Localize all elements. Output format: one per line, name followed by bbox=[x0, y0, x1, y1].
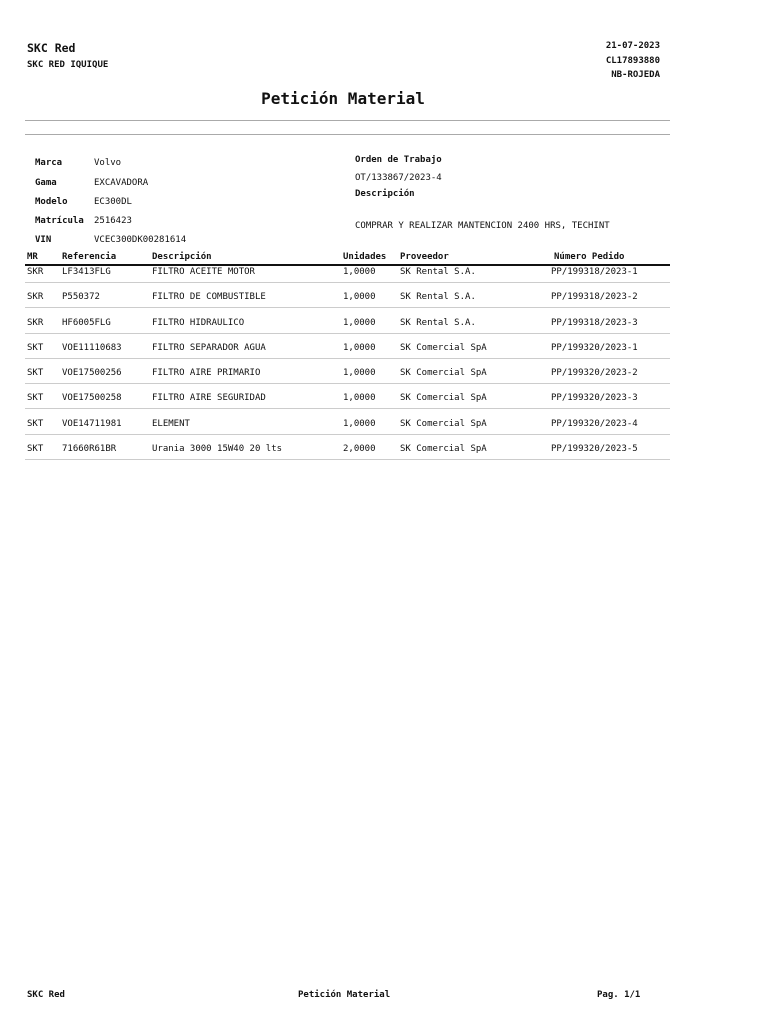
cell-referencia: P550372 bbox=[62, 292, 100, 302]
cell-unidades: 1,0000 bbox=[343, 368, 376, 378]
document-user: NB-ROJEDA bbox=[611, 70, 660, 80]
table-row bbox=[25, 392, 670, 409]
vin-value: VCEC300DK00281614 bbox=[94, 235, 187, 245]
col-header-numero-pedido: Número Pedido bbox=[554, 252, 625, 262]
cell-proveedor: SK Rental S.A. bbox=[400, 267, 476, 277]
col-header-proveedor: Proveedor bbox=[400, 252, 449, 262]
cell-unidades: 1,0000 bbox=[343, 267, 376, 277]
cell-descripcion: FILTRO HIDRAULICO bbox=[152, 318, 245, 328]
table-row bbox=[25, 342, 670, 359]
cell-mr: SKR bbox=[27, 267, 44, 277]
cell-numero-pedido: PP/199320/2023-4 bbox=[551, 419, 638, 429]
table-row bbox=[25, 266, 670, 283]
cell-numero-pedido: PP/199318/2023-2 bbox=[551, 292, 638, 302]
table-row bbox=[25, 291, 670, 308]
page-title: Petición Material bbox=[261, 89, 425, 108]
cell-descripcion: ELEMENT bbox=[152, 419, 190, 429]
cell-mr: SKT bbox=[27, 419, 44, 429]
cell-numero-pedido: PP/199320/2023-5 bbox=[551, 444, 638, 454]
cell-mr: SKT bbox=[27, 393, 44, 403]
cell-mr: SKT bbox=[27, 343, 44, 353]
cell-descripcion: FILTRO AIRE PRIMARIO bbox=[152, 368, 261, 378]
table-row bbox=[25, 418, 670, 435]
footer-title: Petición Material bbox=[298, 990, 391, 1000]
cell-proveedor: SK Comercial SpA bbox=[400, 419, 487, 429]
marca-value: Volvo bbox=[94, 158, 122, 168]
cell-descripcion: Urania 3000 15W40 20 lts bbox=[152, 444, 283, 454]
cell-descripcion: FILTRO AIRE SEGURIDAD bbox=[152, 393, 266, 403]
page-number: Pag. 1/1 bbox=[597, 990, 641, 1000]
ot-value: OT/133867/2023-4 bbox=[355, 173, 442, 183]
matricula-value: 2516423 bbox=[94, 216, 132, 226]
gama-value: EXCAVADORA bbox=[94, 178, 149, 188]
cell-numero-pedido: PP/199320/2023-1 bbox=[551, 343, 638, 353]
modelo-value: EC300DL bbox=[94, 197, 132, 207]
col-header-unidades: Unidades bbox=[343, 252, 387, 262]
cell-proveedor: SK Comercial SpA bbox=[400, 444, 487, 454]
cell-numero-pedido: PP/199320/2023-3 bbox=[551, 393, 638, 403]
col-header-referencia: Referencia bbox=[62, 252, 117, 262]
cell-referencia: VOE17500258 bbox=[62, 393, 122, 403]
cell-unidades: 1,0000 bbox=[343, 393, 376, 403]
cell-referencia: LF3413FLG bbox=[62, 267, 111, 277]
table-header bbox=[25, 251, 670, 266]
cell-numero-pedido: PP/199320/2023-2 bbox=[551, 368, 638, 378]
ot-label: Orden de Trabajo bbox=[355, 155, 442, 165]
col-header-descripcion: Descripción bbox=[152, 252, 212, 262]
cell-unidades: 1,0000 bbox=[343, 292, 376, 302]
cell-unidades: 2,0000 bbox=[343, 444, 376, 454]
company-name: SKC Red bbox=[27, 41, 76, 55]
cell-referencia: VOE11110683 bbox=[62, 343, 122, 353]
footer-company: SKC Red bbox=[27, 990, 65, 1000]
cell-mr: SKT bbox=[27, 444, 44, 454]
vin-label: VIN bbox=[35, 235, 52, 245]
table-row bbox=[25, 317, 670, 334]
cell-mr: SKT bbox=[27, 368, 44, 378]
modelo-label: Modelo bbox=[35, 197, 68, 207]
cell-descripcion: FILTRO SEPARADOR AGUA bbox=[152, 343, 266, 353]
cell-proveedor: SK Comercial SpA bbox=[400, 368, 487, 378]
document-date: 21-07-2023 bbox=[605, 41, 660, 51]
cell-descripcion: FILTRO DE COMBUSTIBLE bbox=[152, 292, 266, 302]
document-code: CL17893880 bbox=[605, 55, 660, 66]
cell-mr: SKR bbox=[27, 292, 44, 302]
cell-unidades: 1,0000 bbox=[343, 343, 376, 353]
table-row bbox=[25, 443, 670, 460]
cell-numero-pedido: PP/199318/2023-1 bbox=[551, 267, 638, 277]
col-header-mr: MR bbox=[27, 252, 38, 262]
cell-proveedor: SK Rental S.A. bbox=[400, 318, 476, 328]
cell-referencia: HF6005FLG bbox=[62, 318, 111, 328]
matricula-label: Matrícula bbox=[35, 216, 84, 226]
cell-unidades: 1,0000 bbox=[343, 318, 376, 328]
table-row bbox=[25, 367, 670, 384]
cell-proveedor: SK Comercial SpA bbox=[400, 393, 487, 403]
cell-unidades: 1,0000 bbox=[343, 419, 376, 429]
document-meta bbox=[606, 39, 660, 83]
cell-mr: SKR bbox=[27, 318, 44, 328]
divider bbox=[25, 120, 670, 121]
cell-numero-pedido: PP/199318/2023-3 bbox=[551, 318, 638, 328]
cell-descripcion: FILTRO ACEITE MOTOR bbox=[152, 267, 255, 277]
cell-proveedor: SK Rental S.A. bbox=[400, 292, 476, 302]
cell-referencia: 71660R61BR bbox=[62, 444, 117, 454]
description-label: Descripción bbox=[355, 189, 415, 199]
divider bbox=[25, 134, 670, 135]
marca-label: Marca bbox=[35, 158, 63, 168]
cell-proveedor: SK Comercial SpA bbox=[400, 343, 487, 353]
cell-referencia: VOE17500256 bbox=[62, 368, 122, 378]
description-value: COMPRAR Y REALIZAR MANTENCION 2400 HRS, TECHINT bbox=[355, 221, 610, 231]
gama-label: Gama bbox=[35, 178, 57, 188]
cell-referencia: VOE14711981 bbox=[62, 419, 122, 429]
branch-name: SKC RED IQUIQUE bbox=[27, 60, 109, 70]
